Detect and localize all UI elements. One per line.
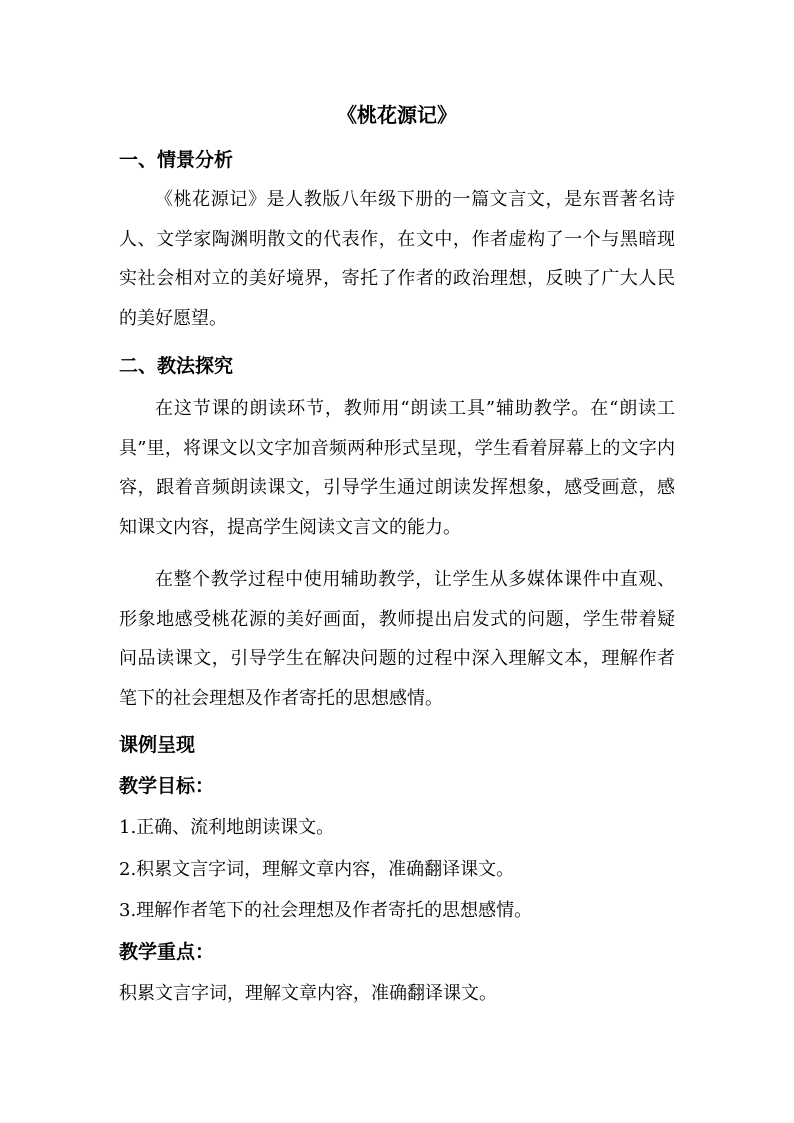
- objective-item-2: 2.积累文言字词，理解文章内容，准确翻译课文。: [119, 859, 515, 880]
- document-title: 《桃花源记》: [337, 103, 457, 127]
- section-heading-teaching-method: 二、教法探究: [119, 355, 234, 377]
- paragraph-teaching-method-2: 在整个教学过程中使用辅助教学，让学生从多媒体课件中直观、形象地感受桃花源的美好画面，教师提出启发式的问题，学生带着疑问品读课文，引导学生在解决问题的过程中深入理解文本，理解作者笔下的社会理想及作者寄托的思想感情。: [119, 569, 675, 709]
- paragraph-scenario-analysis: 《桃花源记》是人教版八年级下册的一篇文言文，是东晋著名诗人、文学家陶渊明散文的代表作，在文中，作者虚构了一个与黑暗现实社会相对立的美好境界，寄托了作者的政治理想，反映了广大人民的美好愿望。: [119, 189, 675, 329]
- section-heading-scenario-analysis: 一、情景分析: [119, 149, 234, 171]
- objective-item-3: 3.理解作者笔下的社会理想及作者寄托的思想感情。: [119, 900, 533, 921]
- subheading-teaching-objectives: 教学目标：: [119, 775, 215, 797]
- subheading-key-points: 教学重点：: [119, 941, 215, 963]
- paragraph-teaching-method-1: 在这节课的朗读环节，教师用“朗读工具”辅助教学。在“朗读工具”里，将课文以文字加音频两种形式呈现，学生看着屏幕上的文字内容，跟着音频朗读课文，引导学生通过朗读发挥想象，感受画意，感知课文内容，提高学生阅读文言文的能力。: [119, 398, 675, 538]
- section-heading-lesson-example: 课例呈现: [119, 734, 196, 756]
- objective-item-1: 1.正确、流利地朗读课文。: [119, 817, 335, 838]
- key-points-text: 积累文言字词，理解文章内容，准确翻译课文。: [119, 983, 497, 1004]
